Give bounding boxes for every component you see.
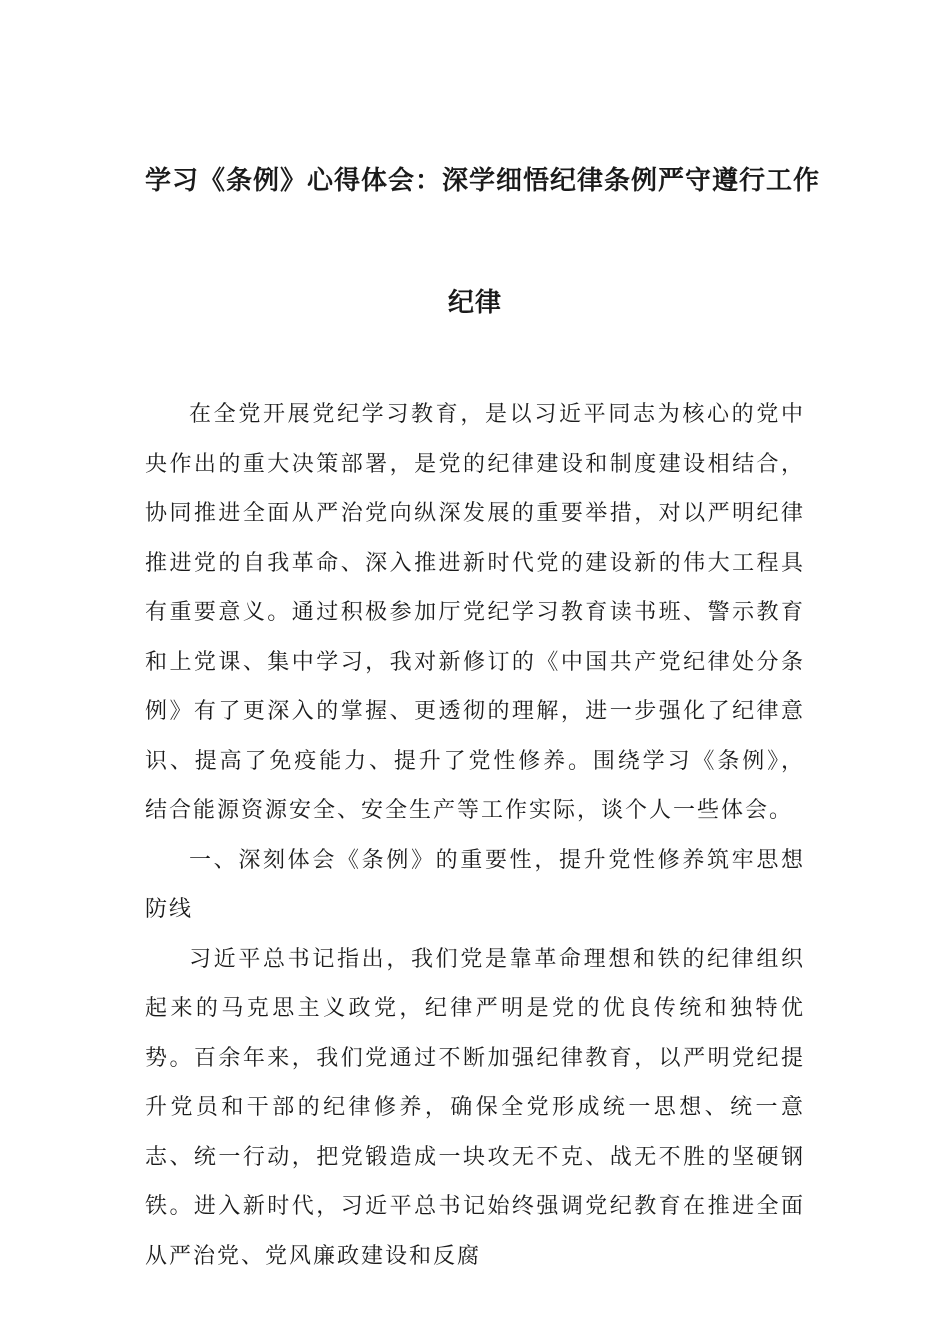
body-paragraph-section-1: 习近平总书记指出，我们党是靠革命理想和铁的纪律组织起来的马克思主义政党，纪律严明是党的优良传统和独特优势。百余年来，我们党通过不断加强纪律教育，以严明党纪提升党员和干部的纪律修养，确保全党形成统一思想、统一意志、统一行动，把党锻造成一块攻无不克、战无不胜的坚硬钢铁。进入新时代，习近平总书记始终强调党纪教育在推进全面从严治党、党风廉政建设和反腐 — [145, 946, 805, 1269]
document-body — [145, 390, 805, 1281]
section-heading-1: 一、深刻体会《条例》的重要性，提升党性修养筑牢思想防线 — [145, 847, 805, 922]
document-title-line-1: 学习《条例》心得体会：深学细悟纪律条例严守遵行工作 — [145, 166, 821, 196]
body-paragraph-intro: 在全党开展党纪学习教育，是以习近平同志为核心的党中央作出的重大决策部署，是党的纪律建设和制度建设相结合，协同推进全面从严治党向纵深发展的重要举措，对以严明纪律推进党的自我革命、深入推进新时代党的建设新的伟大工程具有重要意义。通过积极参加厅党纪学习教育读书班、警示教育和上党课、集中学习，我对新修订的《中国共产党纪律处分条例》有了更深入的掌握、更透彻的理解，进一步强化了纪律意识、提高了免疫能力、提升了党性修养。围绕学习《条例》，结合能源资源安全、安全生产等工作实际，谈个人一些体会。 — [145, 402, 805, 823]
document-title-line-2: 纪律 — [447, 288, 502, 318]
